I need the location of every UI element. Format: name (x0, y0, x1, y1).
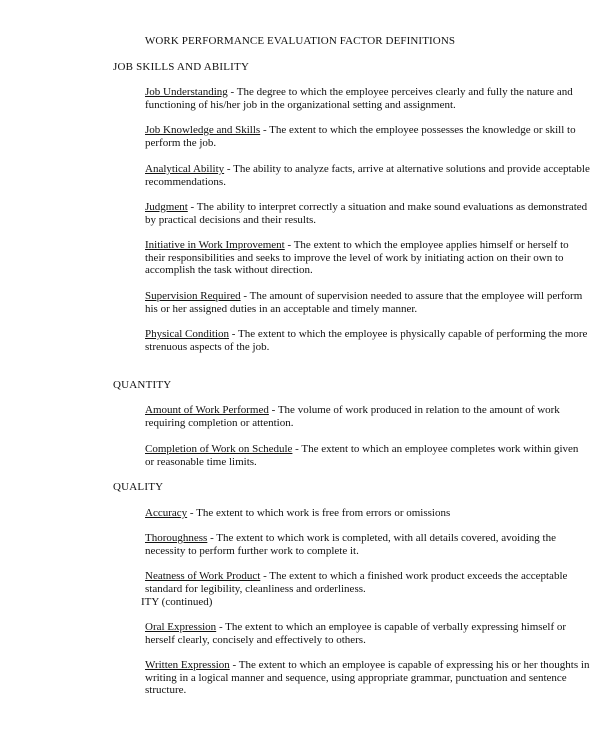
definition-text: - The extent to which an employee is capable of expressing his or her thoughts in writing in a logical manner and sequence, using appropriate grammar, punctuation and sentence structure. (145, 659, 590, 697)
definition-initiative (145, 239, 590, 277)
term: Completion of Work on Schedule (145, 443, 293, 455)
term: Judgment (145, 201, 188, 213)
definition-text: - The extent to which work is free from errors or omissions (187, 507, 451, 519)
section-heading-job-skills: JOB SKILLS AND ABILITY (113, 61, 250, 73)
definition-text: - The extent to which a finished work product exceeds the acceptable standard for legibility, cleanliness and orderliness. (145, 570, 568, 595)
definition-text: - The ability to analyze facts, arrive at alternative solutions and provide acceptable recommendations. (145, 163, 590, 188)
definition-completion-on-schedule (145, 443, 590, 468)
term: Written Expression (145, 659, 230, 671)
term: Supervision Required (145, 290, 241, 302)
definition-text: - The extent to which the employee is physically capable of performing the more strenuous aspects of the job. (145, 328, 588, 353)
definition-text: - The extent to which work is completed, with all details covered, avoiding the necessity to perform further work to complete it. (145, 532, 556, 557)
definition-text: - The extent to which an employee completes work within given or reasonable time limits. (145, 443, 579, 468)
definition-physical-condition (145, 328, 590, 353)
definition-text: - The degree to which the employee perceives clearly and fully the nature and functioning of his/her job in the organizational setting and assignment. (145, 86, 573, 111)
definition-text: - The ability to interpret correctly a situation and make sound evaluations as demonstrated by practical decisions and their results. (145, 201, 588, 226)
definition-text: - The extent to which an employee is capable of verbally expressing himself or herself clearly, concisely and effectively to others. (145, 621, 567, 646)
definition-text: - The extent to which the employee possesses the knowledge or skill to perform the job. (145, 124, 576, 149)
definition-text: - The volume of work produced in relation to the amount of work requiring completion or attention. (145, 404, 560, 429)
definition-analytical-ability (145, 163, 590, 188)
definition-supervision-required (145, 290, 590, 315)
definition-judgment (145, 201, 590, 226)
term: Accuracy (145, 507, 188, 519)
term: Amount of Work Performed (145, 404, 269, 416)
definition-text: - The extent to which the employee applies himself or herself to their responsibilities and seeks to improve the level of work by initiating action on their own to accomplish the task without direction. (145, 239, 569, 277)
definition-oral-expression (145, 621, 590, 646)
definition-thoroughness (145, 532, 590, 557)
term: Neatness of Work Product (145, 570, 261, 582)
definition-job-understanding (145, 86, 590, 111)
definition-written-expression (145, 659, 590, 697)
definition-text: - The amount of supervision needed to assure that the employee will perform his or her assigned duties in an acceptable and timely manner. (145, 290, 583, 315)
page-title: WORK PERFORMANCE EVALUATION FACTOR DEFINITIONS (144, 35, 456, 47)
term: Job Knowledge and Skills (145, 124, 261, 136)
term: Analytical Ability (145, 163, 225, 175)
definition-amount-of-work (145, 404, 590, 429)
definition-job-knowledge (145, 124, 590, 149)
definition-neatness (145, 570, 590, 595)
term: Oral Expression (145, 621, 217, 633)
term: Initiative in Work Improvement (145, 239, 285, 251)
term: Thoroughness (145, 532, 208, 544)
section-heading-quantity: QUANTITY (113, 379, 172, 391)
term: Physical Condition (145, 328, 230, 340)
term: Job Understanding (145, 86, 228, 98)
continued-label: ITY (continued) (141, 596, 213, 608)
definition-accuracy (145, 507, 590, 520)
section-heading-quality: QUALITY (113, 481, 164, 493)
